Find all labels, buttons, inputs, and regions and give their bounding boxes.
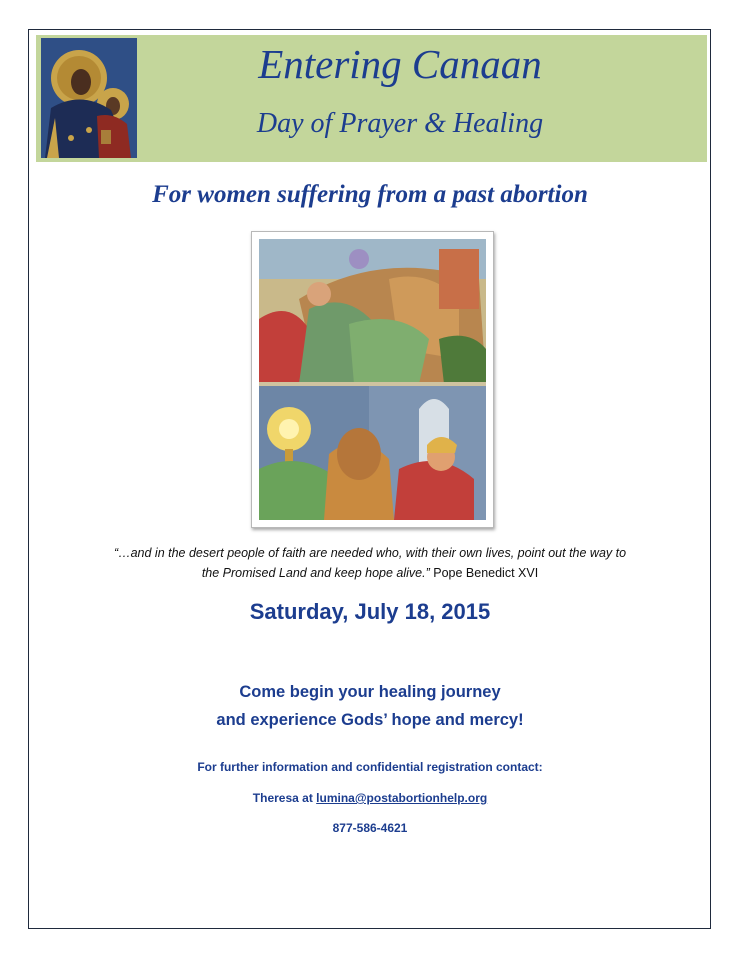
cta-line-1: Come begin your healing journey	[239, 683, 501, 701]
email-link[interactable]: lumina@postabortionhelp.org	[316, 791, 488, 805]
illustration-frame	[251, 231, 494, 528]
contact-phone: 877-586-4621	[332, 821, 408, 835]
event-date: Saturday, July 18, 2015	[249, 599, 491, 624]
tagline: For women suffering from a past abortion	[152, 181, 588, 208]
scripture-quote	[60, 543, 680, 583]
page-subtitle: Day of Prayer & Healing	[256, 108, 544, 139]
contact-line	[60, 788, 680, 808]
cta-line-2: and experience Gods’ hope and mercy!	[216, 711, 524, 729]
madonna-icon-image	[41, 38, 137, 158]
page-title: Entering Canaan	[258, 41, 542, 87]
call-to-action	[60, 678, 680, 734]
contact-intro: For further information and confidential registration contact:	[197, 760, 543, 774]
quote-line-1: “…and in the desert people of faith are needed who, with their own lives, point out the way to	[113, 546, 627, 560]
quote-attribution: Pope Benedict XVI	[433, 566, 539, 580]
contact-name: Theresa at	[252, 791, 313, 805]
quote-line-2: the Promised Land and keep hope alive.”	[201, 566, 430, 580]
journey-illustration	[259, 239, 486, 520]
